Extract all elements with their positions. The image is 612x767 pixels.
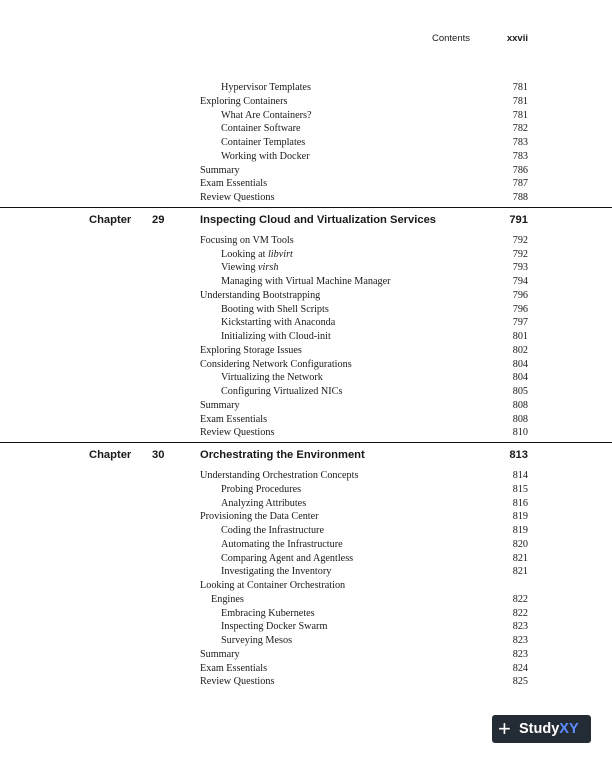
toc-entry-page-number: 819 [512,525,528,536]
toc-entry-page-number: 808 [512,399,528,411]
toc-subentry [0,483,612,497]
toc-entry-title: Review Questions [200,427,275,439]
watermark-brand: StudyXY [519,721,579,737]
toc-entry-page-number: 783 [512,150,528,162]
toc-entry-page-number: 788 [512,192,528,203]
toc-entry-page-number: 814 [512,470,528,481]
toc-entry-page-number: 824 [512,662,528,674]
toc-entry [0,358,612,372]
toc-entry-title: Surveying Mesos [221,635,293,646]
toc-entry-title: Exploring Containers [200,95,288,107]
toc-entry-page-number: 781 [512,82,528,93]
toc-entry-title: Comparing Agent and Agentless [221,552,354,564]
toc-entry [0,579,612,593]
toc-entry-page-number: 787 [512,178,528,190]
toc-subentry [0,109,612,123]
toc-entry-page-number: 821 [512,566,528,578]
toc-entry-page-number: 820 [512,538,528,550]
toc-entry-title: Booting with Shell Scripts [221,303,329,315]
toc-entry-title: Hypervisor Templates [221,82,311,93]
chapter-heading [0,442,612,467]
toc-entry [0,95,612,109]
toc-entry [0,399,612,413]
toc-entry-title: Container Software [221,123,301,135]
toc-entry-page-number: 796 [512,289,528,301]
toc-entry-title: Understanding Bootstrapping [200,289,321,301]
toc-entry-page-number: 810 [512,427,528,439]
toc-entry-page-number: 802 [512,344,528,356]
toc-entry-title: Review Questions [200,192,275,203]
toc-entry [0,648,612,662]
toc-entry-page-number: 805 [512,386,528,397]
toc-entry-page-number: 783 [512,137,528,148]
toc-subentry [0,371,612,385]
toc-subentry [0,330,612,344]
toc-entry [0,413,612,427]
toc-entry-title: Kickstarting with Anaconda [221,317,336,329]
toc-entry-title: Automating the Infrastructure [221,538,343,550]
toc-subentry [0,524,612,538]
toc-entry-title: Virtualizing the Network [221,372,323,384]
toc-subentry [0,81,612,95]
running-head-page-number: xxvii [506,33,528,44]
toc-entry-page-number: 781 [512,95,528,107]
toc-subentry [0,634,612,648]
toc-entry-title: Managing with Virtual Machine Manager [221,276,391,287]
toc-entry [0,289,612,303]
running-head-title: Contents [431,33,470,44]
toc-entry-title: Considering Network Configurations [200,358,352,370]
toc-entry [0,662,612,676]
toc-entry-title: Understanding Orchestration Concepts [200,470,359,481]
toc-entry-title: Engines [211,593,244,605]
toc-subentry [0,552,612,566]
toc-entry-title: Provisioning the Data Center [200,511,319,523]
toc-subentry [0,261,612,275]
toc-entry-title: Container Templates [221,137,306,148]
toc-entry-page-number: 801 [512,331,528,342]
toc-entry-title: Initializing with Cloud-init [221,331,331,342]
toc-entry-title: Summary [200,399,240,411]
toc-entry-title-emphasis: libvirt [267,248,293,260]
chapter-heading [0,207,612,232]
toc-entry-page-number: 816 [512,497,528,509]
toc-entry-title: Exam Essentials [200,413,268,425]
toc-subentry [0,303,612,317]
toc-entry-page-number: 815 [512,483,528,495]
toc-entry-title: Exploring Storage Issues [200,344,302,356]
toc-entry [0,469,612,483]
toc-entry [0,426,612,440]
chapter-page-number: 813 [509,449,528,461]
toc-entry-title: Review Questions [200,676,275,688]
toc-entry-page-number: 794 [512,276,528,287]
toc-entry-title-emphasis: virsh [258,262,279,274]
toc-entry-page-number: 823 [512,635,528,646]
toc-entry-title: Looking at libvirt [221,248,293,260]
toc-entry-page-number: 792 [512,248,528,260]
chapter-number: 30 [152,449,165,461]
toc-entry-title: Configuring Virtualized NICs [221,386,343,397]
toc-subentry [0,150,612,164]
toc-entry [0,191,612,205]
toc-entry-title: Focusing on VM Tools [200,234,294,246]
toc-entry [0,593,612,607]
toc-entry-page-number: 793 [512,262,528,274]
toc-entry-page-number: 808 [512,413,528,425]
chapter-number: 29 [152,213,165,226]
toc-entry [0,510,612,524]
plus-icon: + [498,716,511,741]
toc-entry-page-number: 792 [512,234,528,246]
toc-entry-page-number: 823 [512,648,528,660]
toc-entry [0,177,612,191]
toc-entry-page-number: 782 [512,123,528,135]
toc-entry [0,344,612,358]
toc-entry-title: What Are Containers? [221,109,312,121]
toc-entry-title: Exam Essentials [200,662,268,674]
toc-entry-page-number: 797 [512,317,528,329]
toc-entry-page-number: 825 [512,676,528,688]
toc-entry-page-number: 823 [512,621,528,633]
toc-entry-page-number: 821 [512,552,528,564]
toc-entry-title: Summary [200,648,240,660]
chapter-label: Chapter [89,449,132,461]
toc-entry-page-number: 822 [512,607,528,619]
toc-entry-title: Working with Docker [221,150,310,162]
toc-entry-title: Analyzing Attributes [221,497,307,509]
toc-subentry [0,385,612,399]
toc-entry-page-number: 804 [512,358,528,370]
toc-subentry [0,316,612,330]
toc-subentry [0,275,612,289]
toc-entry-title: Coding the Infrastructure [221,525,324,536]
toc-entry-title: Investigating the Inventory [221,566,332,578]
chapter-page-number: 791 [509,213,528,226]
toc-subentry [0,136,612,150]
toc-entry-page-number: 781 [512,109,528,121]
studyxy-watermark-logo [492,715,591,743]
toc-subentry [0,620,612,634]
running-head [0,33,612,47]
toc-entry [0,164,612,178]
toc-entry-title: Viewing virsh [221,262,279,274]
chapter-label: Chapter [89,213,132,226]
toc-entry [0,234,612,248]
toc-entry-page-number: 804 [512,372,528,384]
toc-entry-page-number: 822 [512,593,528,605]
toc-entry-title: Embracing Kubernetes [221,607,315,619]
toc-entry-title: Summary [200,164,240,176]
toc-entry-title: Exam Essentials [200,178,268,190]
toc-entry-page-number: 786 [512,164,528,176]
toc-entry-title: Looking at Container Orchestration [200,580,346,591]
toc-subentry [0,607,612,621]
chapter-title: Orchestrating the Environment [200,449,365,461]
toc-entry [0,675,612,689]
toc-entry-page-number: 796 [512,303,528,315]
toc-subentry [0,497,612,511]
chapter-title: Inspecting Cloud and Virtualization Services [200,213,437,226]
toc-subentry [0,538,612,552]
toc-subentry [0,565,612,579]
toc-subentry [0,122,612,136]
toc-entry-title: Probing Procedures [221,483,302,495]
toc-entry-title: Inspecting Docker Swarm [221,621,328,633]
toc-entry-page-number: 819 [512,511,528,523]
table-of-contents [0,81,612,689]
toc-subentry [0,248,612,262]
